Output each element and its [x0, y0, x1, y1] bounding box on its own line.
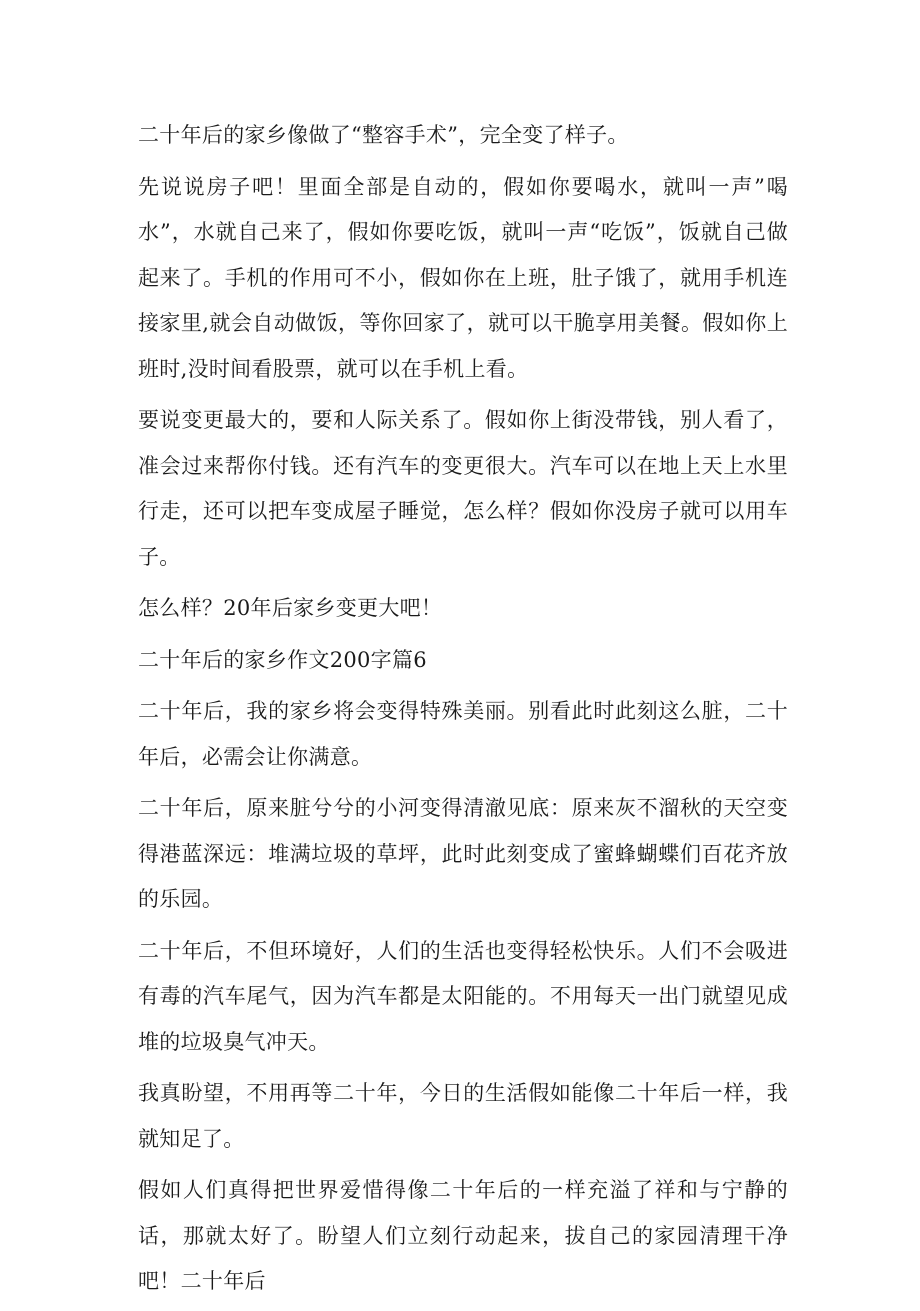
paragraph-environment: 二十年后，不但环境好，人们的生活也变得轻松快乐。人们不会吸进有毒的汽车尾气，因为汽车都是太阳能的。不用每天一出门就望见成堆的垃圾臭气冲天。 [138, 938, 788, 1054]
paragraph-final: 假如人们真得把世界爱惜得像二十年后的一样充溢了祥和与宁静的话，那就太好了。盼望人们立刻行动起来，拔自己的家园清理干净吧！二十年后 [138, 1178, 788, 1293]
essay-heading: 二十年后的家乡作文200字篇6 [138, 647, 427, 672]
paragraph-beautiful: 二十年后，我的家乡将会变得特殊美丽。别看此时此刻这么脏，二十年后，必需会让你满意。 [138, 699, 788, 769]
paragraph-relations-cars: 要说变更最大的，要和人际关系了。假如你上街没带钱，别人看了，准会过来帮你付钱。还有汽车的变更很大。汽车可以在地上天上水里行走，还可以把车变成屋子睡觉，怎么样？假如你没房子就可以用车子。 [138, 408, 788, 569]
paragraph-conclusion: 怎么样？20年后家乡变更大吧！ [138, 596, 443, 620]
paragraph-house: 先说说房子吧！里面全部是自动的，假如你要喝水，就叫一声”喝水”，水就自己来了，假如你要吃饭，就叫一声“吃饭”，饭就自己做起来了。手机的作用可不小，假如你在上班，肚子饿了，就用手机连接家里,就会自动做饭，等你回家了，就可以干脆享用美餐。假如你上班时,没时间看股票，就可以在手机上看。 [138, 174, 788, 381]
paragraph-intro: 二十年后的家乡像做了“整容手术”，完全变了样子。 [138, 123, 629, 147]
paragraph-hope: 我真盼望，不用再等二十年，今日的生活假如能像二十年后一样，我就知足了。 [138, 1081, 788, 1151]
paragraph-river-sky: 二十年后，原来脏兮兮的小河变得清澈见底：原来灰不溜秋的天空变得港蓝深远：堆满垃圾的草坪，此时此刻变成了蜜蜂蝴蝶们百花齐放的乐园。 [138, 796, 788, 911]
essay-body [138, 113, 788, 1311]
